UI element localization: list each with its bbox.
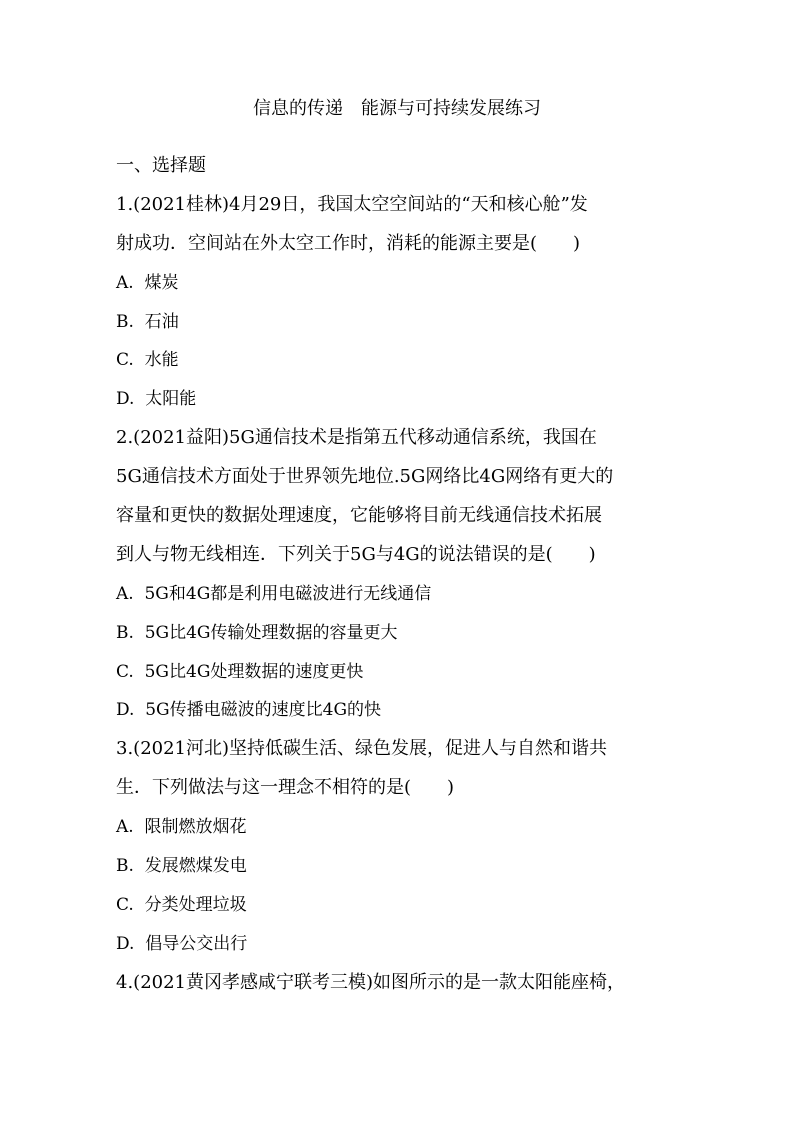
question-3-line-2: 生．下列做法与这一理念不相符的是( ) [116, 777, 455, 799]
question-2-option-a: A. 5G和4G都是利用电磁波进行无线通信 [116, 583, 432, 604]
question-3-line-1: 3.(2021河北)坚持低碳生活、绿色发展，促进人与自然和谐共 [116, 738, 608, 760]
question-3-option-a: A. 限制燃放烟花 [116, 817, 247, 838]
question-1-line-2: 射成功．空间站在外太空工作时，消耗的能源主要是( ) [116, 232, 581, 254]
question-2-line-4: 到人与物无线相连．下列关于5G与4G的说法错误的是( ) [116, 543, 596, 565]
question-2-line-3: 容量和更快的数据处理速度，它能够将目前无线通信技术拓展 [116, 505, 602, 527]
document-title: 信息的传递 能源与可持续发展练习 [253, 98, 541, 119]
question-2-option-c: C. 5G比4G处理数据的速度更快 [116, 661, 364, 682]
question-1-option-c: C. 水能 [116, 350, 179, 371]
document-body [116, 147, 681, 1003]
question-1-line-1: 1.(2021桂林)4月29日，我国太空空间站的“天和核心舱”发 [116, 193, 588, 215]
question-3-option-c: C. 分类处理垃圾 [116, 894, 247, 915]
question-4-line-1: 4.(2021黄冈孝感咸宁联考三模)如图所示的是一款太阳能座椅， [116, 971, 626, 993]
question-2-option-b: B. 5G比4G传输处理数据的容量更大 [116, 622, 398, 643]
question-1-option-b: B. 石油 [116, 311, 179, 332]
question-3-option-d: D. 倡导公交出行 [116, 933, 248, 954]
question-2-line-1: 2.(2021益阳)5G通信技术是指第五代移动通信系统，我国在 [116, 427, 597, 449]
question-1-option-d: D. 太阳能 [116, 389, 197, 410]
question-3-option-b: B. 发展燃煤发电 [116, 856, 247, 877]
question-1-option-a: A. 煤炭 [116, 272, 179, 293]
section-heading: 一、选择题 [116, 155, 206, 176]
question-2-line-2: 5G通信技术方面处于世界领先地位.5G网络比4G网络有更大的 [116, 466, 614, 488]
question-2-option-d: D. 5G传播电磁波的速度比4G的快 [116, 700, 382, 721]
